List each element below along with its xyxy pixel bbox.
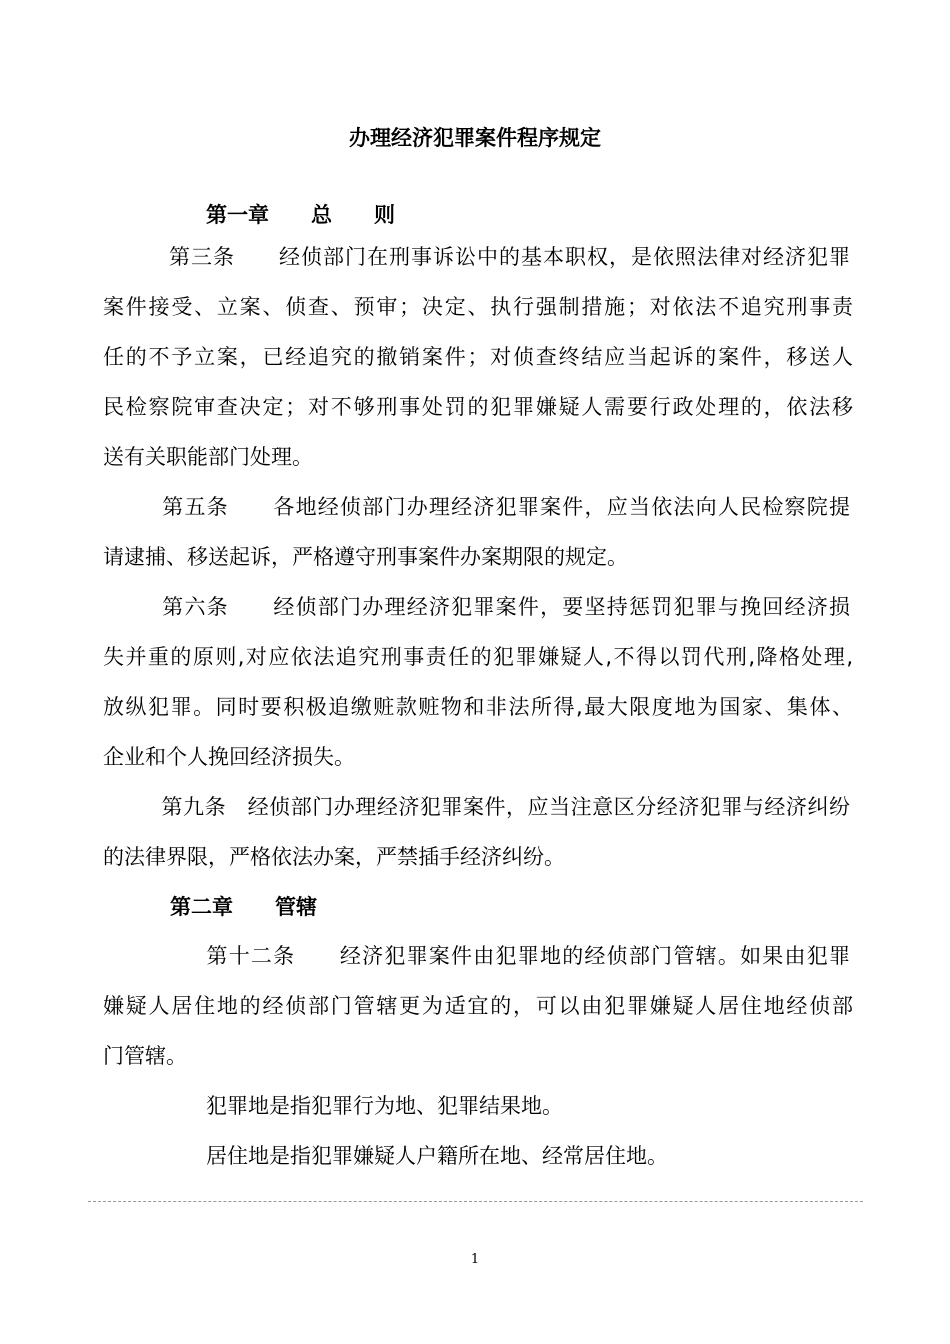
article-6-line-2: 失并重的原则,对应依法追究刑事责任的犯罪嫌疑人,不得以罚代刑,降格处理, — [103, 645, 853, 669]
page-number: 1 — [470, 1252, 480, 1267]
article-12-line-1: 第十二条 经济犯罪案件由犯罪地的经侦部门管辖。如果由犯罪 — [162, 944, 850, 968]
article-12-line-2: 嫌疑人居住地的经侦部门管辖更为适宜的，可以由犯罪嫌疑人居住地经侦部 — [103, 994, 853, 1018]
article-12-line-3: 门管辖。 — [103, 1044, 187, 1068]
article-6-line-3: 放纵犯罪。同时要积极追缴赃款赃物和非法所得,最大限度地为国家、集体、 — [103, 695, 853, 719]
chapter-heading-2: 第二章 管辖 — [170, 895, 317, 919]
article-6-line-1: 第六条 经侦部门办理经济犯罪案件，要坚持惩罚犯罪与挽回经济损 — [140, 595, 850, 619]
article-6-line-4: 企业和个人挽回经济损失。 — [103, 745, 355, 769]
article-5-line-1: 第五条 各地经侦部门办理经济犯罪案件，应当依法向人民检察院提 — [140, 495, 850, 519]
article-3-line-3: 任的不予立案，已经追究的撤销案件；对侦查终结应当起诉的案件，移送人 — [103, 345, 853, 369]
article-9-line-2: 的法律界限，严格依法办案，严禁插手经济纠纷。 — [103, 845, 565, 869]
document-title: 办理经济犯罪案件程序规定 — [349, 126, 601, 150]
footer-separator — [88, 1201, 863, 1202]
article-3-line-2: 案件接受、立案、侦查、预审；决定、执行强制措施；对依法不追究刑事责 — [103, 295, 853, 319]
article-3-line-1: 第三条 经侦部门在刑事诉讼中的基本职权，是依照法律对经济犯罪 — [147, 245, 850, 269]
chapter-heading-1: 第一章 总 则 — [206, 203, 395, 227]
article-3-line-4: 民检察院审查决定；对不够刑事处罚的犯罪嫌疑人需要行政处理的，依法移 — [103, 395, 853, 419]
note-residence: 居住地是指犯罪嫌疑人户籍所在地、经常居住地。 — [206, 1144, 668, 1168]
article-3-line-5: 送有关职能部门处理。 — [103, 445, 313, 469]
article-9-line-1: 第九条 经侦部门办理经济犯罪案件，应当注意区分经济犯罪与经济纠纷 — [140, 795, 850, 819]
note-crime-location: 犯罪地是指犯罪行为地、犯罪结果地。 — [206, 1094, 563, 1118]
article-5-line-2: 请逮捕、移送起诉，严格遵守刑事案件办案期限的规定。 — [103, 545, 628, 569]
